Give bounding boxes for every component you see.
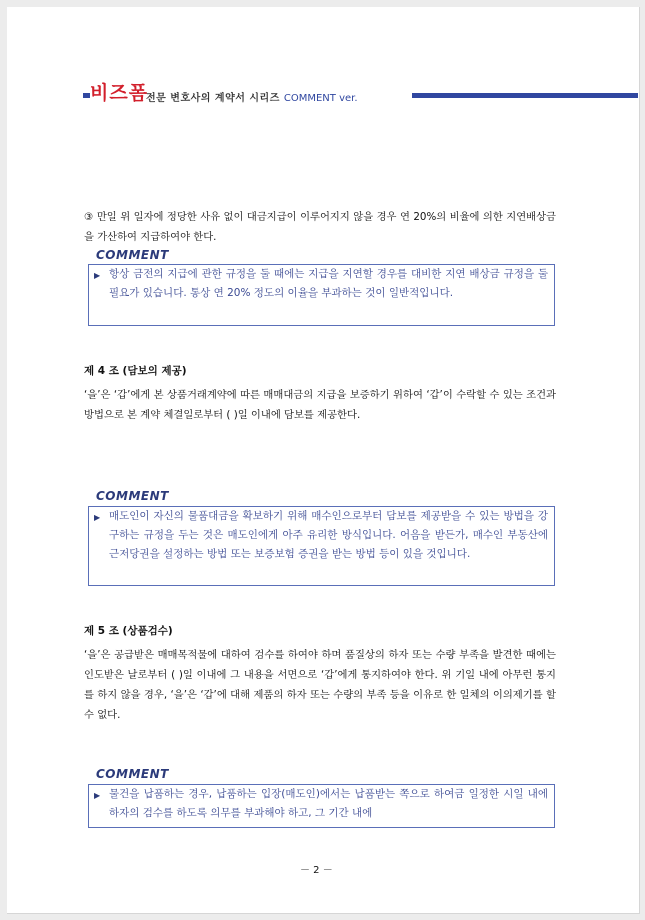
comment-text: 항상 금전의 지급에 관한 규정을 둘 때에는 지급을 지연할 경우를 대비한 지연 배상금 규정을 둘 필요가 있습니다. 통상 연 20% 정도의 이율을 부과하는 것이 일반적입니다.: [109, 268, 548, 299]
comment-box: [88, 264, 555, 326]
header-series-title: 전문 변호사의 계약서 시리즈: [146, 93, 280, 104]
comment-box: [88, 506, 555, 586]
header-subtitle: [146, 89, 358, 104]
header-rule-left: [83, 93, 90, 98]
comment-text: 물건을 납품하는 경우, 납품하는 입장(매도인)에서는 납품받는 쪽으로 하여금 일정한 시일 내에 하자의 검수를 하도록 의무를 부과해야 하고, 그 기간 내에: [109, 788, 548, 819]
comment-label: COMMENT: [96, 248, 169, 262]
comment-label: COMMENT: [96, 767, 169, 781]
article-5-text: ‘을’은 공급받은 매매목적물에 대하여 검수를 하여야 하며 품질상의 하자 또는 수량 부족을 발견한 때에는 인도받은 날로부터 ( )일 이내에 그 내용을 서면으로 ‘갑’에게 통지하여야 한다. 위 기일 내에 아무런 통지를 하지 않을 경우, ‘을’은 ‘갑’에 대해 제품의 하자 또는 수량의 부족 등을 이유로 한 일체의 이의제기를 할 수 없다.: [84, 649, 556, 721]
comment-box: [88, 784, 555, 828]
header-rule-right: [412, 93, 638, 98]
article-4-text: ‘을’은 ‘갑’에게 본 상품거래계약에 따른 매매대금의 지급을 보증하기 위하여 ‘갑’이 수락할 수 있는 조건과 방법으로 본 계약 체결일로부터 ( )일 이내에 담보를 제공한다.: [84, 389, 556, 421]
comment-text: 매도인이 자신의 물품대금을 확보하기 위해 매수인으로부터 담보를 제공받을 수 있는 방법을 강구하는 규정을 두는 것은 매도인에게 아주 유리한 방식입니다. 어음을 받든가, 매수인 부동산에 근저당권을 설정하는 방법 또는 보증보험 증권을 받는 방법 등이 있을 것입니다.: [109, 510, 548, 560]
clause-3-paragraph: ③ 만일 위 일자에 정당한 사유 없이 대금지급이 이루어지지 않을 경우 연 20%의 비율에 의한 지연배상금을 가산하여 지급하여야 한다.: [84, 211, 556, 243]
comment-label: COMMENT: [96, 489, 169, 503]
bullet-arrow-icon: ▶: [94, 271, 101, 280]
header-version: COMMENT ver.: [283, 93, 358, 104]
brand-logo: 비즈폼: [90, 82, 149, 104]
article-4-title: 제 4 조 (담보의 제공): [84, 365, 187, 377]
page-number: － 2 －: [300, 865, 333, 876]
bullet-arrow-icon: ▶: [94, 791, 101, 800]
bullet-arrow-icon: ▶: [94, 513, 101, 522]
article-5-title: 제 5 조 (상품검수): [84, 625, 173, 637]
